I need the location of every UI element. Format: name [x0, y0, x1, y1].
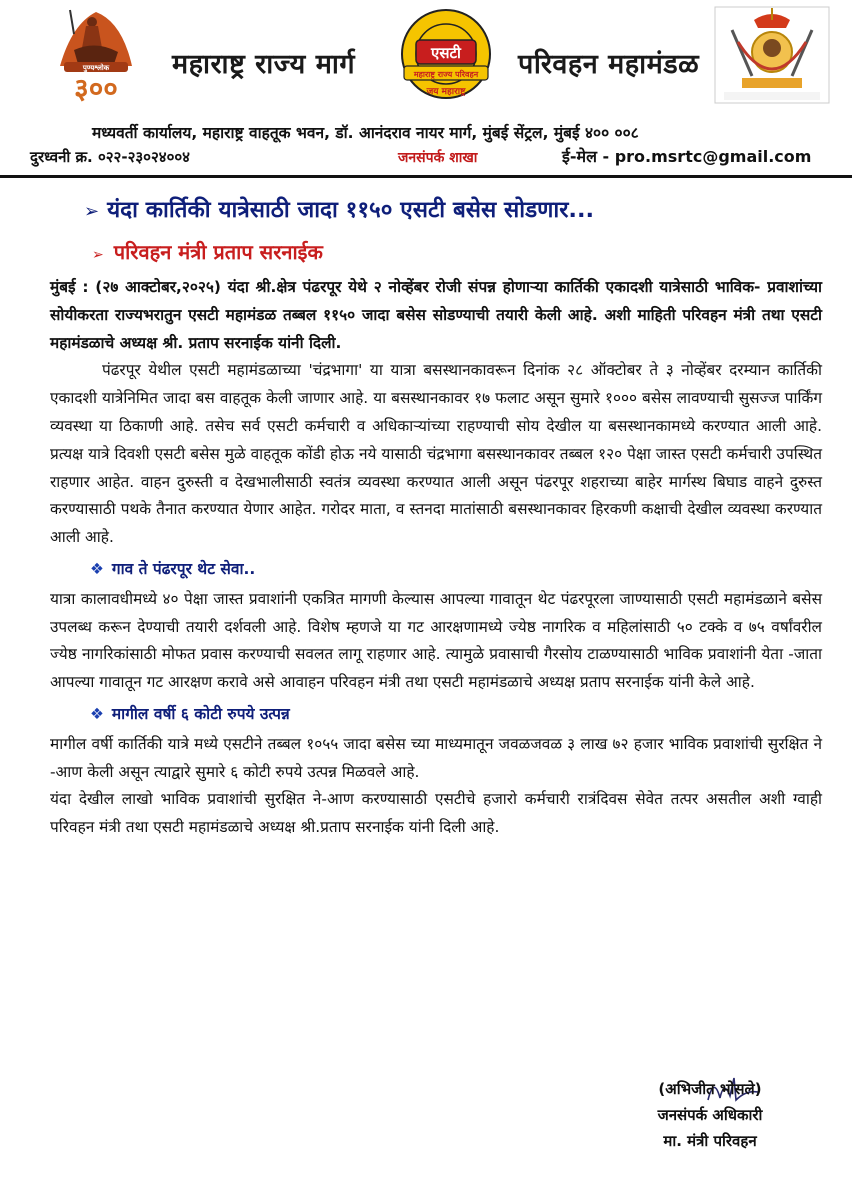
diamond-bullet-icon: ❖ — [90, 559, 104, 578]
header-divider — [0, 175, 852, 178]
press-release-body — [50, 274, 822, 842]
signature-block — [590, 1076, 830, 1154]
headline-text: यंदा कार्तिकी यात्रेसाठी जादा ११५० एसटी बसेस सोडणार... — [107, 197, 595, 223]
emblem-right-logo — [714, 6, 830, 104]
diamond-bullet-icon: ❖ — [90, 704, 104, 723]
section-heading — [90, 701, 822, 729]
phone-number: दुरध्वनी क्र. ०२२-२३०२४००४ — [30, 148, 190, 166]
letterhead — [0, 0, 852, 180]
section-heading-text: गाव ते पंढरपूर थेट सेवा.. — [111, 559, 256, 578]
svg-text:महाराष्ट्र राज्य परिवहन: महाराष्ट्र राज्य परिवहन — [413, 70, 479, 79]
punyashlok-300-logo — [52, 4, 138, 104]
section-heading — [90, 556, 822, 584]
org-title-right: परिवहन महामंडळ — [518, 49, 700, 80]
arrow-bullet-icon: ➢ — [84, 201, 100, 222]
signatory-designation: जनसंपर्क अधिकारी — [657, 1106, 763, 1124]
subheadline — [92, 238, 323, 265]
signatory-name: (अभिजीत भोसले) — [658, 1080, 762, 1098]
paragraph: मागील वर्षी कार्तिकी यात्रे मध्ये एसटीने तब्बल १०५५ जादा बसेस च्या माध्यमातून जवळजवळ ३ लाख ७२ हजार भाविक प्रवाशांची सुरक्षित ने -आण केली असून त्याद्वारे सुमारे ६ कोटी रुपये उत्पन्न मिळवले आहे. — [50, 734, 822, 781]
logo-center-text: एसटी — [431, 44, 461, 62]
svg-text:३००: ३०० — [74, 72, 118, 104]
msrtc-st-logo — [394, 6, 498, 104]
office-address: मध्यवर्ती कार्यालय, महाराष्ट्र वाहतूक भवन, डॉ. आनंदराव नायर मार्ग, मुंबई सेंट्रल, मुंबई ४०० ००८ — [92, 124, 639, 142]
arrow-bullet-icon: ➢ — [92, 247, 104, 263]
signatory-office: मा. मंत्री परिवहन — [663, 1132, 757, 1150]
paragraph: यंदा देखील लाखो भाविक प्रवाशांची सुरक्षित ने-आण करण्यासाठी एसटीचे हजारो कर्मचारी रात्रंदिवस सेवेत तत्पर असतील अशी ग्वाही परिवहन मंत्री तथा एसटी महामंडळाचे अध्यक्ष श्री.प्रताप सरनाईक यांनी दिली आहे. — [50, 790, 822, 837]
headline — [84, 193, 594, 224]
svg-text:जय महाराष्ट्र: जय महाराष्ट्र — [426, 87, 466, 97]
lead-paragraph: मुंबई : (२७ आक्टोबर,२०२५) यंदा श्री.क्षेत्र पंढरपूर येथे २ नोव्हेंबर रोजी संपन्न होणाऱ्या कार्तिकी एकादशी यात्रेसाठी भाविक- प्रवाशांच्या सोयीकरता राज्यभरातुन एसटी महामंडळ तब्बल ११५० जादा बसेस सोडण्याची तयारी केली आहे. अशी माहिती परिवहन मंत्री तथा एसटी महामंडळाचे अध्यक्ष श्री. प्रताप सरनाईक यांनी दिली. — [50, 278, 822, 352]
section-heading-text: मागील वर्षी ६ कोटी रुपये उत्पन्न — [111, 704, 290, 723]
logo-left-text: पुण्यश्लोक — [82, 64, 110, 72]
department-name: जनसंपर्क शाखा — [398, 150, 478, 166]
paragraph: यात्रा कालावधीमध्ये ४० पेक्षा जास्त प्रवाशांनी एकत्रित मागणी केल्यास आपल्या गावातून थेट पंढरपूरला जाण्यासाठी एसटी महामंडळाने बसेस उपलब्ध करून देण्याची तयारी दर्शवली आहे. विशेष म्हणजे या गट आरक्षणामध्ये ज्येष्ठ नागरिक व महिलांसाठी ५० टक्के व ७५ वर्षांवरील ज्येष्ठ नागरिकांसाठी मोफत प्रवास करण्याची सवलत लागू राहणार आहे. त्यामुळे प्रवासाची गैरसोय टाळण्यासाठी भाविक प्रवाशांनी येता -जाता आपल्या गावातून गट आरक्षण करावे असे आवाहन परिवहन मंत्री तथा एसटी महामंडळाचे अध्यक्ष प्रताप सरनाईक यांनी केले आहे. — [50, 589, 822, 692]
paragraph: पंढरपूर येथील एसटी महामंडळाच्या 'चंद्रभागा' या यात्रा बसस्थानकावरून दिनांक २८ ऑक्टोबर ते ३ नोव्हेंबर दरम्यान कार्तिकी एकादशी यात्रेनिमित जादा बस वाहतूक केली जाणार आहे. या बसस्थानकावर १७ फलाट असून सुमारे १००० बसेस लावण्याची सुसज्ज पार्किंग व्यवस्था या ठिकाणी आहे. तसेच सर्व एसटी कर्मचारी व अधिकाऱ्यांच्या राहण्याची सोय देखील या बसस्थानकामध्ये करण्यात आली आहे. प्रत्यक्ष यात्रे दिवशी एसटी बसेस मुळे वाहतूक कोंडी होऊ नये यासाठी चंद्रभागा बसस्थानकावर तब्बल १२० पेक्षा जास्त एसटी कर्मचारी उपस्थित राहणार आहेत. वाहन दुरुस्ती व देखभालीसाठी स्वतंत्र व्यवस्था करण्यात आली असून पंढरपूर शहराच्या बाहेर मार्गस्थ बिघाड वाहने दुरुस्त करण्यासाठी पथके तैनात करण्यात येणार आहेत. गरोदर माता, व स्तनदा मातांसाठी बसस्थानकावर हिरकणी कक्षाची देखील व्यवस्था करण्यात आली आहे. — [50, 361, 822, 547]
subheadline-text: परिवहन मंत्री प्रताप सरनाईक — [113, 240, 323, 264]
org-title-left: महाराष्ट्र राज्य मार्ग — [172, 49, 356, 80]
email-address: ई-मेल - pro.msrtc@gmail.com — [562, 147, 812, 166]
